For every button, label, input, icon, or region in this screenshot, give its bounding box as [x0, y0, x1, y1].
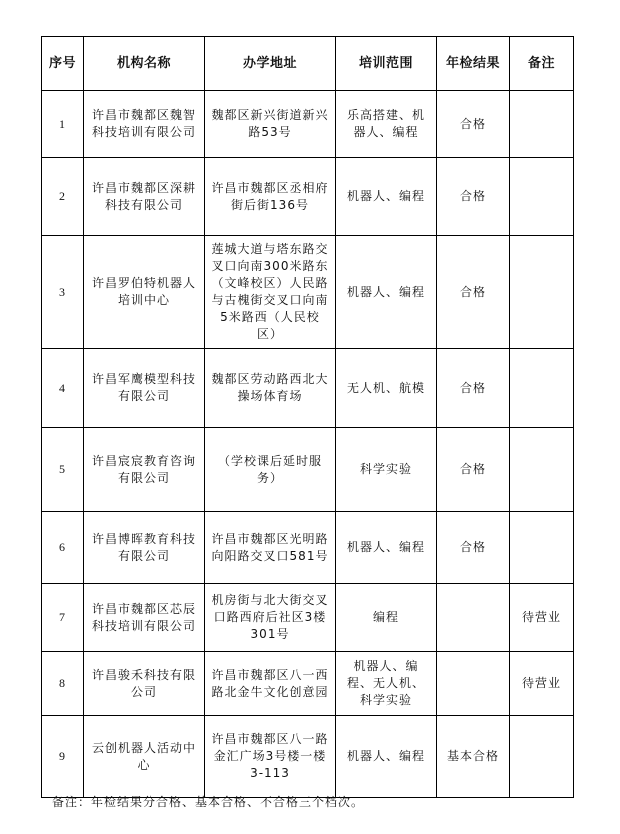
- row-index: 4: [42, 349, 84, 428]
- inspection-result: 合格: [437, 158, 510, 236]
- remark: [510, 428, 574, 512]
- row-index: 3: [42, 236, 84, 349]
- institution-name: 许昌宸宸教育咨询有限公司: [84, 428, 205, 512]
- table-row: [42, 158, 574, 236]
- inspection-result: [437, 652, 510, 716]
- row-index: 8: [42, 652, 84, 716]
- table-row: [42, 91, 574, 158]
- inspection-result: 合格: [437, 512, 510, 584]
- institution-address: （学校课后延时服务）: [205, 428, 336, 512]
- training-scope: 机器人、编程、无人机、科学实验: [336, 652, 437, 716]
- remark: [510, 236, 574, 349]
- row-index: 6: [42, 512, 84, 584]
- institution-address: 许昌市魏都区光明路向阳路交叉口581号: [205, 512, 336, 584]
- footnote: 备注：年检结果分合格、基本合格、不合格三个档次。: [52, 795, 365, 809]
- remark: [510, 158, 574, 236]
- table-row: [42, 349, 574, 428]
- remark: [510, 512, 574, 584]
- institution-address: 魏都区劳动路西北大操场体育场: [205, 349, 336, 428]
- institution-name: 许昌军鹰模型科技有限公司: [84, 349, 205, 428]
- table-header-row: [42, 37, 574, 91]
- institution-name: 许昌市魏都区芯辰科技培训有限公司: [84, 584, 205, 652]
- training-scope: 机器人、编程: [336, 512, 437, 584]
- inspection-result: [437, 584, 510, 652]
- institutions-table: [41, 36, 574, 798]
- remark: 待营业: [510, 584, 574, 652]
- table-row: [42, 236, 574, 349]
- row-index: 9: [42, 716, 84, 798]
- training-scope: 机器人、编程: [336, 236, 437, 349]
- institution-name: 云创机器人活动中心: [84, 716, 205, 798]
- table-row: [42, 512, 574, 584]
- table-row: [42, 716, 574, 798]
- training-scope: 乐高搭建、机器人、编程: [336, 91, 437, 158]
- inspection-result: 合格: [437, 349, 510, 428]
- institution-address: 许昌市魏都区八一西路北金牛文化创意园: [205, 652, 336, 716]
- header-name: 机构名称: [84, 37, 205, 91]
- row-index: 2: [42, 158, 84, 236]
- inspection-result: 合格: [437, 236, 510, 349]
- table-row: [42, 652, 574, 716]
- inspection-result: 合格: [437, 428, 510, 512]
- institution-address: 许昌市魏都区丞相府街后街136号: [205, 158, 336, 236]
- remark: 待营业: [510, 652, 574, 716]
- table-row: [42, 428, 574, 512]
- institution-address: 莲城大道与塔东路交叉口向南300米路东（文峰校区）人民路与古槐街交叉口向南5米路西（人民校区）: [205, 236, 336, 349]
- row-index: 1: [42, 91, 84, 158]
- header-remark: 备注: [510, 37, 574, 91]
- institution-address: 许昌市魏都区八一路金汇广场3号楼一楼3-113: [205, 716, 336, 798]
- header-address: 办学地址: [205, 37, 336, 91]
- header-scope: 培训范围: [336, 37, 437, 91]
- institution-name: 许昌骏禾科技有限公司: [84, 652, 205, 716]
- header-result: 年检结果: [437, 37, 510, 91]
- institution-name: 许昌博晖教育科技有限公司: [84, 512, 205, 584]
- row-index: 5: [42, 428, 84, 512]
- remark: [510, 349, 574, 428]
- row-index: 7: [42, 584, 84, 652]
- training-scope: 机器人、编程: [336, 716, 437, 798]
- institution-address: 机房街与北大街交叉口路西府后社区3楼301号: [205, 584, 336, 652]
- remark: [510, 716, 574, 798]
- training-scope: 编程: [336, 584, 437, 652]
- training-scope: 机器人、编程: [336, 158, 437, 236]
- institution-address: 魏都区新兴街道新兴路53号: [205, 91, 336, 158]
- inspection-result: 基本合格: [437, 716, 510, 798]
- training-scope: 科学实验: [336, 428, 437, 512]
- remark: [510, 91, 574, 158]
- institution-name: 许昌罗伯特机器人培训中心: [84, 236, 205, 349]
- header-index: 序号: [42, 37, 84, 91]
- training-scope: 无人机、航模: [336, 349, 437, 428]
- inspection-result: 合格: [437, 91, 510, 158]
- institution-name: 许昌市魏都区魏智科技培训有限公司: [84, 91, 205, 158]
- table-row: [42, 584, 574, 652]
- institution-name: 许昌市魏都区深耕科技有限公司: [84, 158, 205, 236]
